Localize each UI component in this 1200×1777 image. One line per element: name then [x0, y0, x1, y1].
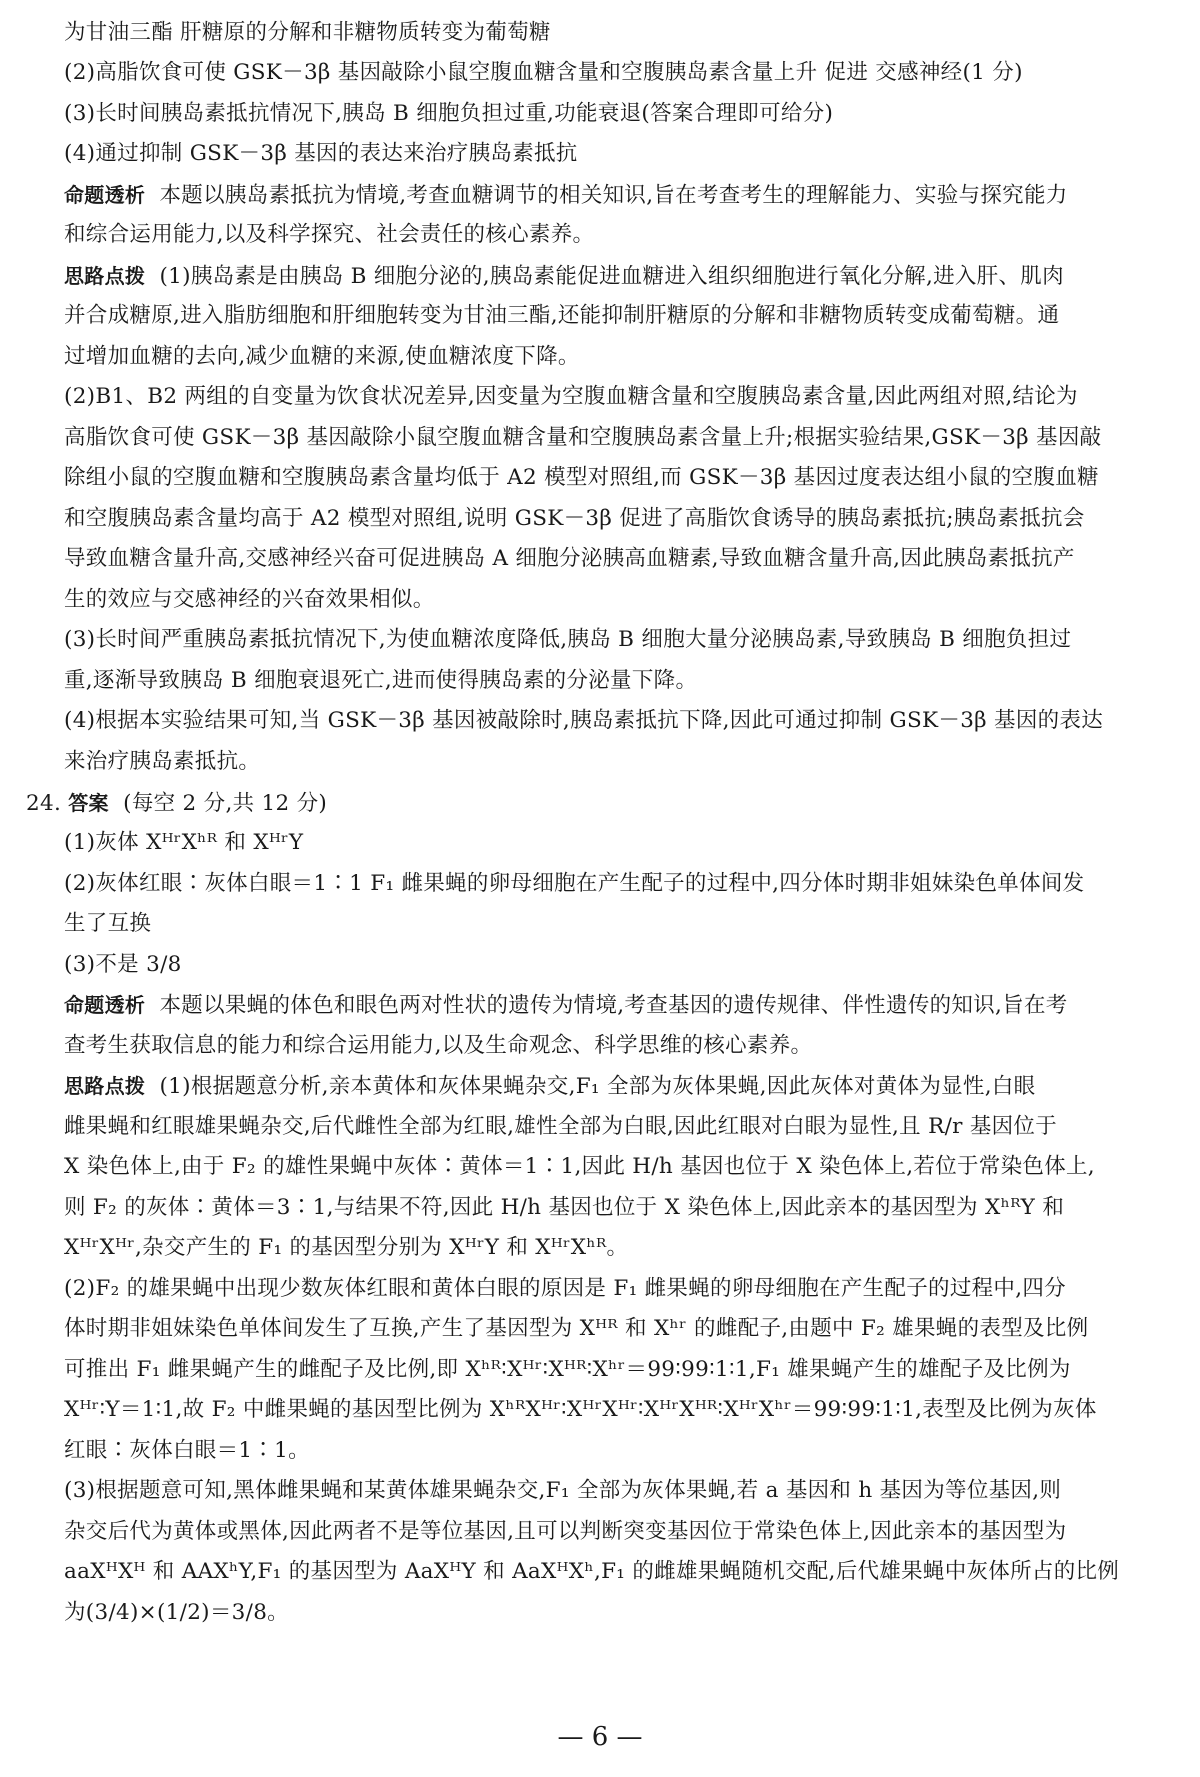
- line-text: (4)通过抑制 GSK－3β 基因的表达来治疗胰岛素抵抗: [64, 141, 578, 166]
- answer-label: 答案: [68, 791, 109, 815]
- text-line: [64, 382, 1142, 412]
- line-text: 为甘油三酯 肝糖原的分解和非糖物质转变为葡萄糖: [64, 20, 551, 45]
- text-line: [64, 869, 1142, 899]
- analysis-line: [64, 990, 1142, 1021]
- line-text: 本题以果蝇的体色和眼色两对性状的遗传为情境,考查基因的遗传规律、伴性遗传的知识,旨在考: [159, 993, 1068, 1018]
- text-line: [64, 747, 1142, 777]
- text-line: [64, 139, 1142, 169]
- text-line: [64, 1476, 1142, 1506]
- question-24-header: [26, 788, 1142, 819]
- line-text: 导致血糖含量升高,交感神经兴奋可促进胰岛 A 细胞分泌胰高血糖素,导致血糖含量升高,因此胰岛素抵抗产: [64, 546, 1075, 571]
- page-number: — 6 —: [557, 1722, 643, 1752]
- line-text: (1)根据题意分析,亲本黄体和灰体果蝇杂交,F₁ 全部为灰体果蝇,因此灰体对黄体为显性,白眼: [159, 1074, 1036, 1099]
- text-line: [64, 342, 1142, 372]
- line-text: 红眼∶灰体白眼＝1∶1。: [64, 1438, 310, 1463]
- text-line: [64, 18, 1142, 48]
- line-text: 为(3/4)×(1/2)＝3/8。: [64, 1600, 289, 1625]
- line-text: (3)长时间严重胰岛素抵抗情况下,为使血糖浓度降低,胰岛 B 细胞大量分泌胰岛素,导致胰岛 B 细胞负担过: [64, 627, 1072, 652]
- hint-line: [64, 1071, 1142, 1102]
- text-line: [64, 1517, 1142, 1547]
- line-text: 高脂饮食可使 GSK－3β 基因敲除小鼠空腹血糖含量和空腹胰岛素含量上升;根据实验结果,GSK－3β 基因敲: [64, 425, 1102, 450]
- line-text: 雌果蝇和红眼雄果蝇杂交,后代雌性全部为红眼,雄性全部为白眼,因此红眼对白眼为显性,且 R/r 基因位于: [64, 1114, 1058, 1139]
- text-line: [64, 950, 1142, 980]
- line-text: 除组小鼠的空腹血糖和空腹胰岛素含量均低于 A2 模型对照组,而 GSK－3β 基因过度表达组小鼠的空腹血糖: [64, 465, 1099, 490]
- text-line: [64, 423, 1142, 453]
- line-text: X 染色体上,由于 F₂ 的雄性果蝇中灰体∶黄体＝1∶1,因此 H/h 基因也位于 X 染色体上,若位于常染色体上,: [64, 1154, 1095, 1179]
- text-line: [64, 1112, 1142, 1142]
- line-text: (3)不是 3/8: [64, 952, 182, 977]
- text-line: [64, 99, 1142, 129]
- line-text: 查考生获取信息的能力和综合运用能力,以及生命观念、科学思维的核心素养。: [64, 1033, 813, 1058]
- line-text: 可推出 F₁ 雌果蝇产生的雌配子及比例,即 Xʰᴿ∶Xᴴʳ∶Xᴴᴿ∶Xʰʳ＝99∶99∶1∶1,F₁ 雄果蝇产生的雄配子及比例为: [64, 1357, 1071, 1382]
- line-text: (4)根据本实验结果可知,当 GSK－3β 基因被敲除时,胰岛素抵抗下降,因此可通过抑制 GSK－3β 基因的表达: [64, 708, 1104, 733]
- line-text: aaXᴴXᴴ 和 AAXʰY,F₁ 的基因型为 AaXᴴY 和 AaXᴴXʰ,F₁ 的雌雄果蝇随机交配,后代雄果蝇中灰体所占的比例: [64, 1559, 1120, 1584]
- line-text: (3)根据题意可知,黑体雌果蝇和某黄体雄果蝇杂交,F₁ 全部为灰体果蝇,若 a 基因和 h 基因为等位基因,则: [64, 1478, 1062, 1503]
- line-text: 和空腹胰岛素含量均高于 A2 模型对照组,说明 GSK－3β 促进了高脂饮食诱导的胰岛素抵抗;胰岛素抵抗会: [64, 506, 1085, 531]
- mingti-label: 命题透析: [64, 993, 146, 1017]
- line-text: (1)灰体 XᴴʳXʰᴿ 和 XᴴʳY: [64, 830, 304, 855]
- line-text: (2)B1、B2 两组的自变量为饮食状况差异,因变量为空腹血糖含量和空腹胰岛素含量,因此两组对照,结论为: [64, 384, 1078, 409]
- silu-label: 思路点拨: [64, 264, 146, 288]
- line-text: (2)高脂饮食可使 GSK－3β 基因敲除小鼠空腹血糖含量和空腹胰岛素含量上升 促进 交感神经(1 分): [64, 60, 1023, 85]
- text-line: [64, 1274, 1142, 1304]
- text-line: [64, 585, 1142, 615]
- text-line: [64, 504, 1142, 534]
- text-line: [64, 1395, 1142, 1425]
- text-line: [64, 544, 1142, 574]
- line-text: 生了互换: [64, 911, 152, 936]
- text-line: [64, 625, 1142, 655]
- text-line: [64, 1436, 1142, 1466]
- line-text: 重,逐渐导致胰岛 B 细胞衰退死亡,进而使得胰岛素的分泌量下降。: [64, 668, 698, 693]
- mingti-label: 命题透析: [64, 183, 146, 207]
- text-line: [64, 828, 1142, 858]
- line-text: 过增加血糖的去向,减少血糖的来源,使血糖浓度下降。: [64, 344, 580, 369]
- silu-label: 思路点拨: [64, 1074, 146, 1098]
- text-line: [64, 1314, 1142, 1344]
- line-text: XᴴʳXᴴʳ,杂交产生的 F₁ 的基因型分别为 XᴴʳY 和 XᴴʳXʰᴿ。: [64, 1235, 629, 1260]
- line-text: (1)胰岛素是由胰岛 B 细胞分泌的,胰岛素能促进血糖进入组织细胞进行氧化分解,进入肝、肌肉: [159, 264, 1064, 289]
- line-text: 和综合运用能力,以及科学探究、社会责任的核心素养。: [64, 222, 595, 247]
- question-number: 24.: [26, 791, 62, 816]
- line-text: 生的效应与交感神经的兴奋效果相似。: [64, 587, 435, 612]
- line-text: 本题以胰岛素抵抗为情境,考查血糖调节的相关知识,旨在考查考生的理解能力、实验与探究能力: [159, 183, 1068, 208]
- line-text: 来治疗胰岛素抵抗。: [64, 749, 261, 774]
- text-line: [64, 463, 1142, 493]
- line-text: (2)灰体红眼∶灰体白眼＝1∶1 F₁ 雌果蝇的卵母细胞在产生配子的过程中,四分体时期非姐妹染色单体间发: [64, 871, 1085, 896]
- hint-line: [64, 261, 1142, 292]
- text-line: [64, 1598, 1142, 1628]
- line-text: (3)长时间胰岛素抵抗情况下,胰岛 B 细胞负担过重,功能衰退(答案合理即可给分): [64, 101, 834, 126]
- line-text: (每空 2 分,共 12 分): [123, 791, 328, 816]
- line-text: 体时期非姐妹染色单体间发生了互换,产生了基因型为 Xᴴᴿ 和 Xʰʳ 的雌配子,由题中 F₂ 雄果蝇的表型及比例: [64, 1316, 1089, 1341]
- line-text: 则 F₂ 的灰体∶黄体＝3∶1,与结果不符,因此 H/h 基因也位于 X 染色体上,因此亲本的基因型为 XʰᴿY 和: [64, 1195, 1065, 1220]
- text-line: [64, 1557, 1142, 1587]
- line-text: 并合成糖原,进入脂肪细胞和肝细胞转变为甘油三酯,还能抑制肝糖原的分解和非糖物质转变成葡萄糖。通: [64, 303, 1060, 328]
- line-text: (2)F₂ 的雄果蝇中出现少数灰体红眼和黄体白眼的原因是 F₁ 雌果蝇的卵母细胞在产生配子的过程中,四分: [64, 1276, 1066, 1301]
- text-line: [64, 1152, 1142, 1182]
- text-line: [64, 666, 1142, 696]
- text-line: [64, 301, 1142, 331]
- text-line: [64, 220, 1142, 250]
- text-line: [64, 1355, 1142, 1385]
- line-text: Xᴴʳ∶Y＝1∶1,故 F₂ 中雌果蝇的基因型比例为 XʰᴿXᴴʳ∶XᴴʳXᴴʳ∶XᴴʳXᴴᴿ∶XᴴʳXʰʳ＝99∶99∶1∶1,表型及比例为灰体: [64, 1397, 1097, 1422]
- text-line: [64, 706, 1142, 736]
- analysis-line: [64, 180, 1142, 211]
- line-text: 杂交后代为黄体或黑体,因此两者不是等位基因,且可以判断突变基因位于常染色体上,因此亲本的基因型为: [64, 1519, 1067, 1544]
- text-line: [64, 1193, 1142, 1223]
- text-line: [64, 1031, 1142, 1061]
- text-line: [64, 58, 1142, 88]
- text-line: [64, 909, 1142, 939]
- text-line: [64, 1233, 1142, 1263]
